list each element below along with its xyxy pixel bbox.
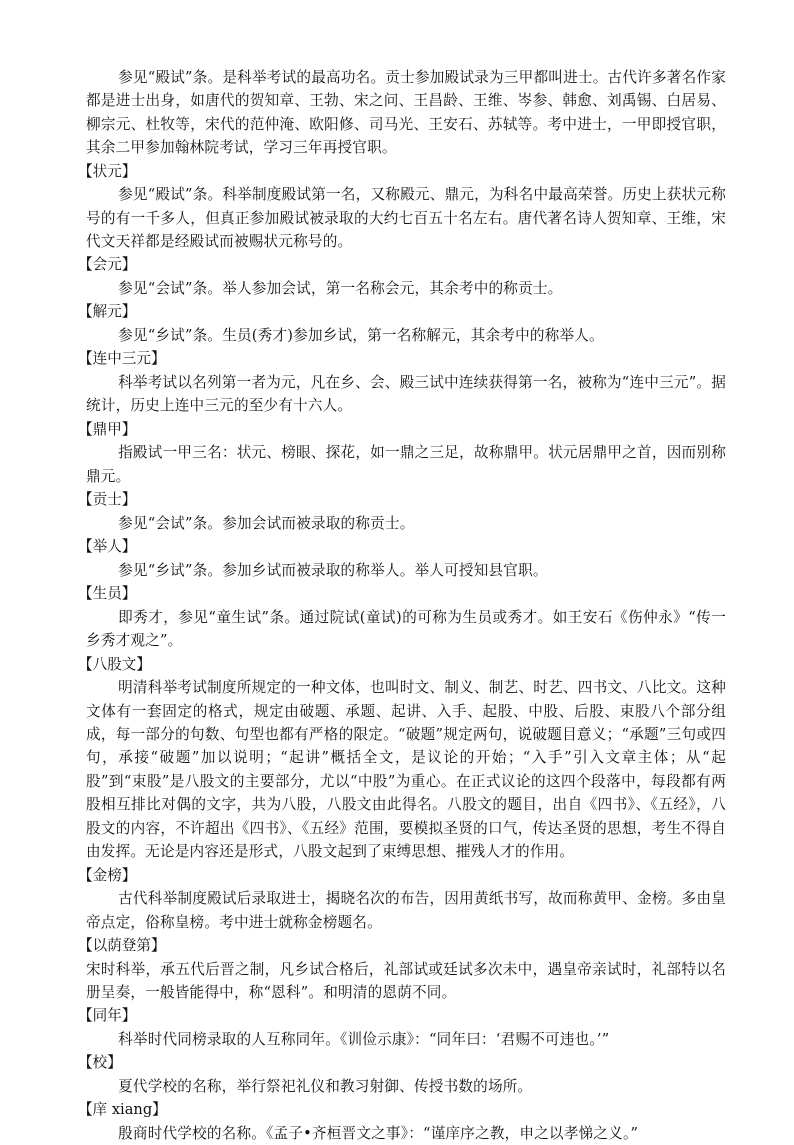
paragraph-tongnian: 科举时代同榜录取的人互称同年。《训俭示康》：“同年曰：‘君赐不可违也。’” [118, 1030, 610, 1048]
paragraph-dingjia: 指殿试一甲三名：状元、榜眼、探花，如一鼎之三足，故称鼎甲。状元居鼎甲之首，因而别称鼎元。 [86, 444, 726, 485]
heading-yiyindengdi: 【以荫登第】 [78, 936, 166, 954]
heading-tongnian: 【同年】 [78, 1007, 137, 1025]
paragraph-jinshi: 参见“殿试”条。是科举考试的最高功名。贡士参加殿试录为三甲都叫进士。古代许多著名作家都是进士出身，如唐代的贺知章、王勃、宋之问、王昌龄、王维、岑参、韩愈、刘禹锡、白居易、柳宗元、杜牧等，宋代的范仲淹、欧阳修、司马光、王安石、苏轼等。考中进士，一甲即授官职，其余二甲参加翰林院考试，学习三年再授官职。 [86, 69, 726, 157]
heading-shengyuan: 【生员】 [78, 585, 137, 603]
heading-xiang: 【庠 xiang】 [78, 1101, 167, 1119]
paragraph-yiyindengdi: 宋时科举，承五代后晋之制，凡乡试合格后，礼部试或廷试多次未中，遇皇帝亲试时，礼部特以名册呈奏，一般皆能得中，称“恩科”。和明清的恩荫不同。 [86, 960, 726, 1001]
paragraph-zhuangyuan: 参见“殿试”条。科举制度殿试第一名，又称殿元、鼎元，为科名中最高荣誉。历史上获状元称号的有一千多人，但真正参加殿试被录取的大约七百五十名左右。唐代著名诗人贺知章、王维，宋代文天祥都是经殿试而被赐状元称号的。 [86, 186, 726, 251]
heading-dingjia: 【鼎甲】 [78, 420, 137, 438]
paragraph-gongshi: 参见“会试”条。参加会试而被录取的称贡士。 [118, 514, 415, 532]
heading-zhuangyuan: 【状元】 [78, 162, 137, 180]
heading-juren: 【举人】 [78, 538, 137, 556]
paragraph-juren: 参见“乡试”条。参加乡试而被录取的称举人。举人可授知县官职。 [118, 561, 548, 579]
paragraph-xiao: 夏代学校的名称，举行祭祀礼仪和教习射御、传授书数的场所。 [118, 1077, 533, 1095]
heading-huiyuan: 【会元】 [78, 256, 137, 274]
paragraph-baguwen: 明清科举考试制度所规定的一种文体，也叫时文、制义、制艺、时艺、四书文、八比文。这种文体有一套固定的格式，规定由破题、承题、起讲、入手、起股、中股、后股、束股八个部分组成，每一部分的句数、句型也都有严格的限定。“破题”规定两句，说破题目意义；“承题”三句或四句，承接“破题”加以说明；“起讲”概括全文，是议论的开始；“入手”引入文章主体；从“起股”到“束股”是八股文的主要部分，尤以“中股”为重心。在正式议论的这四个段落中，每段都有两股相互排比对偶的文字，共为八股，八股文由此得名。八股文的题目，出自《四书》、《五经》，八股文的内容，不许超出《四书》、《五经》范围，要模拟圣贤的口气，传达圣贤的思想，考生不得自由发挥。无论是内容还是形式，八股文起到了束缚思想、摧残人才的作用。 [86, 679, 726, 861]
paragraph-shengyuan: 即秀才，参见“童生试”条。通过院试(童试)的可称为生员或秀才。如王安石《伤仲永》“传一乡秀才观之”。 [86, 608, 726, 650]
heading-baguwen: 【八股文】 [78, 655, 151, 673]
heading-gongshi: 【贡士】 [78, 491, 137, 509]
paragraph-xiang: 殷商时代学校的名称。《孟子•齐桓晋文之事》：“谨庠序之教，申之以孝悌之义。” [118, 1124, 639, 1142]
heading-xiao: 【校】 [78, 1054, 122, 1072]
paragraph-jieyuan: 参见“乡试”条。生员(秀才)参加乡试，第一名称解元，其余考中的称举人。 [118, 327, 604, 345]
paragraph-lianzhongsanyuan: 科举考试以名列第一者为元，凡在乡、会、殿三试中连续获得第一名，被称为“连中三元”。据统计，历史上连中三元的至少有十六人。 [86, 374, 726, 415]
paragraph-huiyuan: 参见“会试”条。举人参加会试，第一名称会元，其余考中的称贡士。 [118, 280, 563, 298]
heading-jinbang: 【金榜】 [78, 866, 137, 884]
heading-jieyuan: 【解元】 [78, 303, 137, 321]
paragraph-jinbang: 古代科举制度殿试后录取进士，揭晓名次的布告，因用黄纸书写，故而称黄甲、金榜。多由皇帝点定，俗称皇榜。考中进士就称金榜题名。 [86, 890, 726, 931]
document-page [78, 66, 726, 1145]
heading-lianzhongsanyuan: 【连中三元】 [78, 350, 166, 368]
